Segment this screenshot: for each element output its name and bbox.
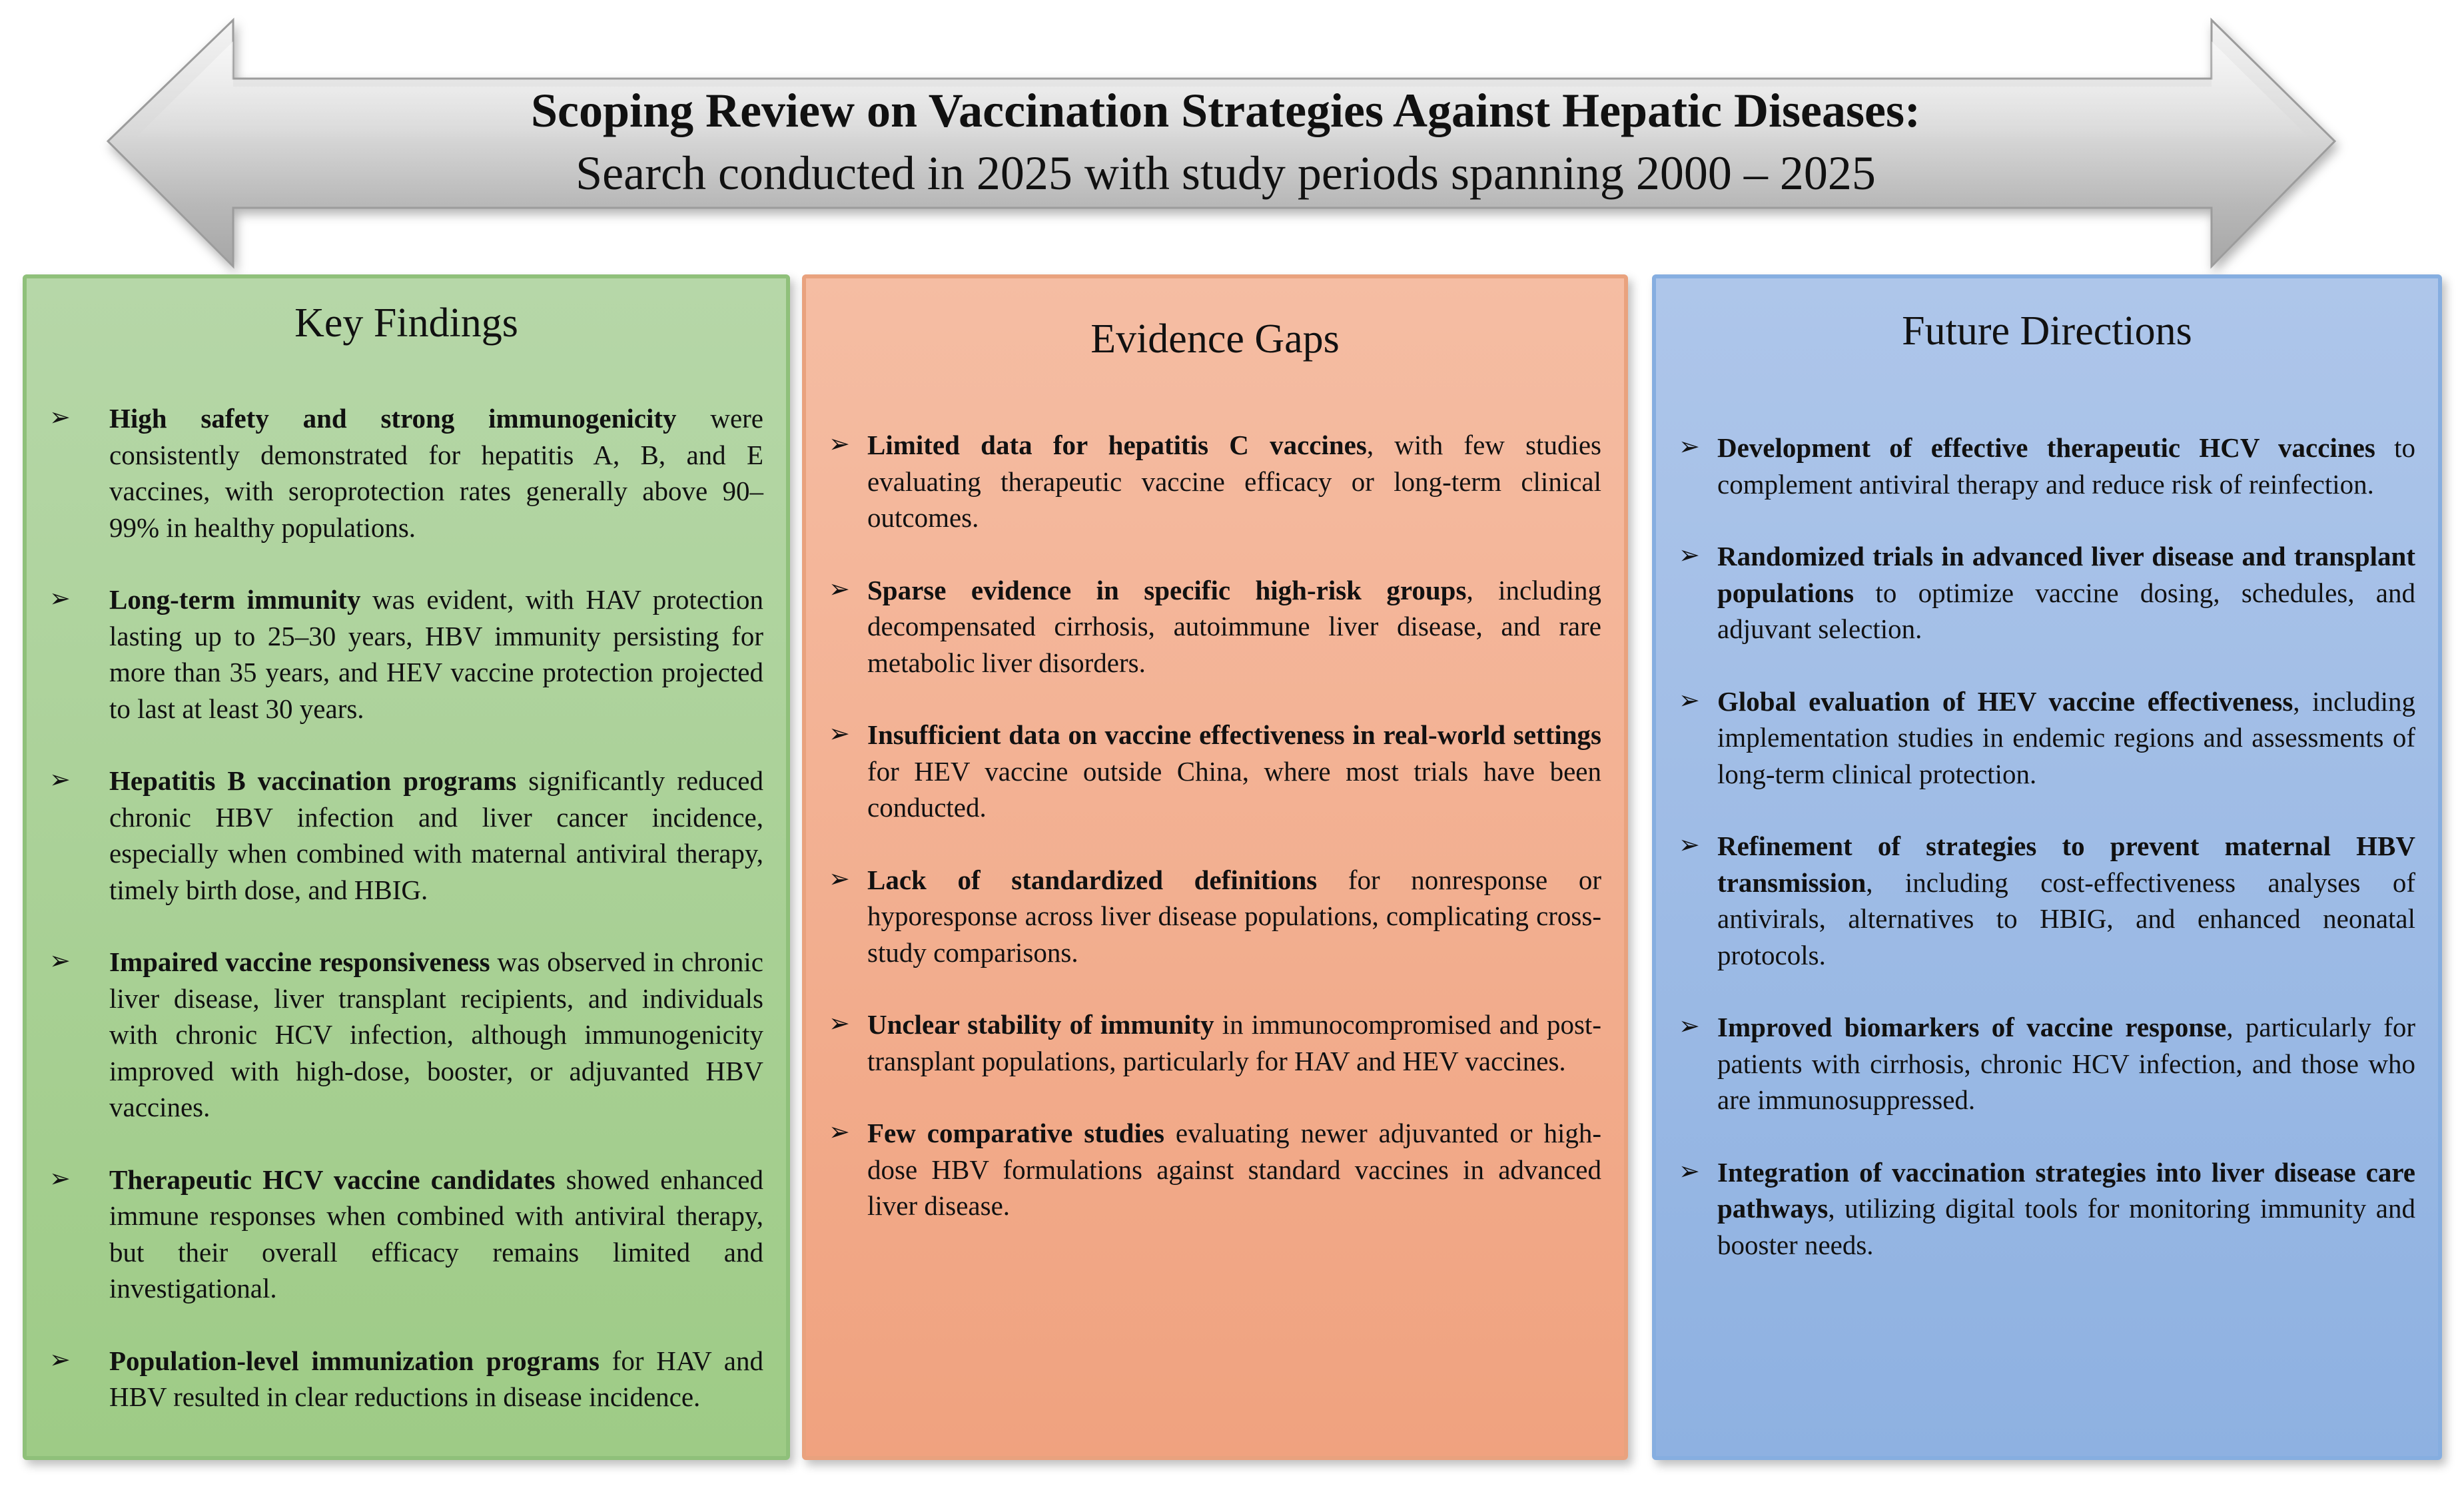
- list-item: [829, 1115, 1601, 1224]
- list-item: [49, 763, 763, 908]
- list-item: [829, 717, 1601, 826]
- item-text: was evident, with HAV protection lasting up to 25–30 years, HBV immunity persisting for more than 35 years, and HEV vaccine protection projected to last at least 30 years.: [109, 584, 763, 724]
- item-lead: Refinement of strategies to prevent maternal HBV transmission: [1717, 831, 2415, 898]
- item-lead: Unclear stability of immunity: [867, 1009, 1214, 1040]
- arrow-bullet-icon: ➢: [49, 402, 71, 432]
- evidence-gaps-panel: [802, 274, 1628, 1460]
- arrow-bullet-icon: ➢: [829, 429, 850, 458]
- item-text: was observed in chronic liver disease, liver transplant recipients, and individuals with chronic HCV infection, although immunogenicity improved with high-dose, booster, or adjuvanted HBV vaccines.: [109, 946, 763, 1123]
- future-directions-panel: [1652, 274, 2442, 1460]
- item-text: to complement antiviral therapy and reduce risk of reinfection.: [1717, 432, 2415, 500]
- arrow-bullet-icon: ➢: [1679, 540, 1700, 570]
- arrow-bullet-icon: ➢: [49, 946, 71, 976]
- list-item: [49, 1343, 763, 1415]
- item-text: in immunocompromised and post-transplant populations, particularly for HAV and HEV vaccines.: [867, 1009, 1601, 1076]
- key-findings-list: [49, 400, 763, 1415]
- list-item: [829, 862, 1601, 971]
- item-lead: Integration of vaccination strategies into liver disease care pathways: [1717, 1156, 2415, 1224]
- list-item: [829, 427, 1601, 536]
- evidence-gaps-list: [829, 427, 1601, 1224]
- future-directions-list: [1679, 430, 2415, 1263]
- list-item: [1679, 1009, 2415, 1118]
- item-lead: Population-level immunization programs: [109, 1345, 600, 1376]
- item-text: to optimize vaccine dosing, schedules, and adjuvant selection.: [1717, 577, 2415, 645]
- item-lead: Global evaluation of HEV vaccine effectiveness: [1717, 685, 2293, 717]
- item-lead: Randomized trials in advanced liver disease and transplant populations: [1717, 541, 2415, 608]
- item-lead: Lack of standardized definitions: [867, 864, 1318, 895]
- item-text: , including cost-effectiveness analyses of antivirals, alternatives to HBIG, and enhanced neonatal protocols.: [1717, 867, 2415, 970]
- list-item: [49, 400, 763, 546]
- banner-subtitle: Search conducted in 2025 with study periods spanning 2000 – 2025: [576, 146, 1876, 200]
- item-text: , including decompensated cirrhosis, autoimmune liver disease, and rare metabolic liver disorders.: [867, 574, 1601, 678]
- arrow-bullet-icon: ➢: [829, 1008, 850, 1038]
- key-findings-heading: Key Findings: [294, 300, 518, 346]
- arrow-bullet-icon: ➢: [49, 765, 71, 795]
- list-item: [1679, 430, 2415, 502]
- arrow-bullet-icon: ➢: [1679, 830, 1700, 860]
- evidence-gaps-heading: Evidence Gaps: [1090, 316, 1340, 362]
- item-lead: Impaired vaccine responsiveness: [109, 946, 490, 978]
- list-item: [1679, 683, 2415, 793]
- arrow-bullet-icon: ➢: [829, 1117, 850, 1147]
- item-lead: Improved biomarkers of vaccine response: [1717, 1012, 2227, 1043]
- item-lead: Therapeutic HCV vaccine candidates: [109, 1164, 556, 1195]
- item-text: were consistently demonstrated for hepatitis A, B, and E vaccines, with seroprotection rates generally above 90–99% in healthy populations.: [109, 403, 763, 543]
- arrow-bullet-icon: ➢: [829, 719, 850, 749]
- item-text: , particularly for patients with cirrhosis, chronic HCV infection, and those who are immunosuppressed.: [1717, 1012, 2416, 1116]
- item-text: , including implementation studies in endemic regions and assessments of long-term clinical protection.: [1717, 685, 2415, 789]
- list-item: [1679, 1154, 2415, 1264]
- item-lead: High safety and strong immunogenicity: [109, 403, 677, 434]
- list-item: [49, 944, 763, 1126]
- future-directions-heading: Future Directions: [1902, 308, 2192, 354]
- banner-text: [226, 80, 2225, 204]
- arrow-bullet-icon: ➢: [1679, 432, 1700, 461]
- banner-title: Scoping Review on Vaccination Strategies Against Hepatic Diseases:: [531, 84, 1920, 137]
- arrow-bullet-icon: ➢: [49, 1344, 71, 1374]
- list-item: [49, 1162, 763, 1307]
- item-lead: Development of effective therapeutic HCV vaccines: [1717, 432, 2375, 463]
- list-item: [1679, 538, 2415, 647]
- arrow-bullet-icon: ➢: [49, 583, 71, 613]
- arrow-bullet-icon: ➢: [829, 863, 850, 893]
- arrow-bullet-icon: ➢: [49, 1163, 71, 1193]
- item-lead: Few comparative studies: [867, 1118, 1165, 1149]
- item-text: for nonresponse or hyporesponse across liver disease populations, complicating cross-study comparisons.: [867, 864, 1602, 968]
- arrow-bullet-icon: ➢: [1679, 1011, 1700, 1041]
- item-text: significantly reduced chronic HBV infection and liver cancer incidence, especially when combined with maternal antiviral therapy, timely birth dose, and HBIG.: [109, 765, 763, 905]
- item-lead: Sparse evidence in specific high-risk groups: [867, 574, 1467, 605]
- arrow-bullet-icon: ➢: [1679, 685, 1700, 715]
- list-item: [49, 581, 763, 727]
- key-findings-panel: [23, 274, 790, 1460]
- list-item: [829, 572, 1601, 681]
- item-lead: Insufficient data on vaccine effectiveness in real-world settings: [867, 719, 1601, 751]
- double-arrow-banner: [0, 0, 2464, 280]
- list-item: [829, 1006, 1601, 1079]
- list-item: [1679, 828, 2415, 973]
- item-text: evaluating newer adjuvanted or high-dose HBV formulations against standard vaccines in advanced liver disease.: [867, 1118, 1602, 1222]
- item-text: for HAV and HBV resulted in clear reductions in disease incidence.: [109, 1345, 763, 1413]
- item-lead: Limited data for hepatitis C vaccines: [867, 430, 1367, 460]
- item-lead: Hepatitis B vaccination programs: [109, 765, 517, 797]
- item-text: showed enhanced immune responses when combined with antiviral therapy, but their overall efficacy remains limited and investigational.: [109, 1164, 764, 1304]
- item-text: for HEV vaccine outside China, where most trials have been conducted.: [867, 755, 1601, 823]
- arrow-bullet-icon: ➢: [829, 573, 850, 603]
- item-lead: Long-term immunity: [109, 584, 361, 615]
- arrow-bullet-icon: ➢: [1679, 1156, 1700, 1186]
- item-text: , with few studies evaluating therapeutic vaccine efficacy or long-term clinical outcomes.: [867, 430, 1601, 534]
- item-text: , utilizing digital tools for monitoring immunity and booster needs.: [1717, 1193, 2415, 1260]
